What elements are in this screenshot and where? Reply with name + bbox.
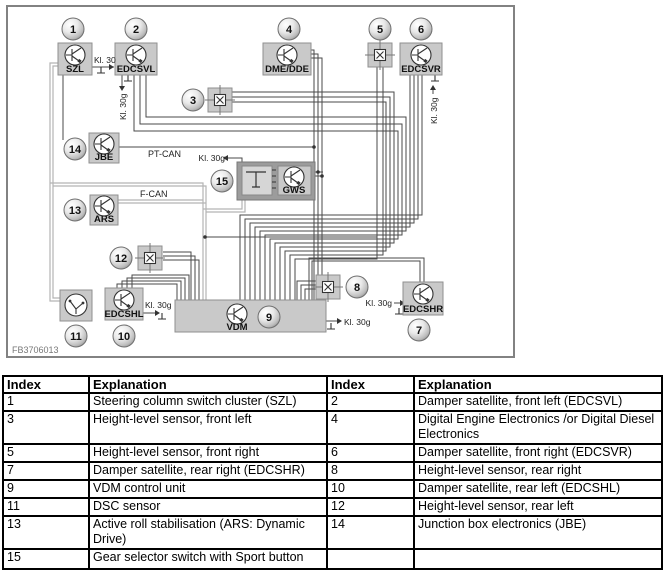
table-row <box>3 393 662 411</box>
component-gws <box>237 162 315 200</box>
header-explanation-right: Explanation <box>414 376 662 393</box>
index-cell: 13 <box>3 516 89 549</box>
edcsvl-label: EDCSVL <box>116 64 156 75</box>
svg-text:4: 4 <box>285 24 293 36</box>
svg-text:1: 1 <box>69 24 77 36</box>
svg-text:9: 9 <box>265 312 273 324</box>
explanation-cell: Damper satellite, front right (EDCSVR) <box>414 444 662 462</box>
index-cell: 15 <box>3 549 89 569</box>
index-marker-5 <box>369 18 391 40</box>
table-row <box>3 498 662 516</box>
index-marker-7 <box>408 319 430 341</box>
svg-text:10: 10 <box>117 331 131 343</box>
component-edcsvl <box>115 43 157 75</box>
kl30g-label-gws: Kl. 30g <box>198 153 225 163</box>
index-cell: 7 <box>3 462 89 480</box>
explanation-cell: Steering column switch cluster (SZL) <box>89 393 327 411</box>
table-row <box>3 549 662 569</box>
index-cell: 5 <box>3 444 89 462</box>
kl30g-label-vdm: Kl. 30g <box>344 317 371 327</box>
svg-text:3: 3 <box>189 95 197 107</box>
index-cell: 11 <box>3 498 89 516</box>
kl30g-label-edcshl: Kl. 30g <box>145 300 172 310</box>
f-can-label: F-CAN <box>140 189 168 199</box>
index-marker-13 <box>64 199 86 221</box>
component-dsc-sensor <box>60 290 92 321</box>
svg-text:8: 8 <box>353 282 361 294</box>
component-jbe <box>89 133 119 163</box>
kl30-label-szl: Kl. 30 <box>94 55 116 65</box>
component-vdm <box>175 300 326 333</box>
svg-text:13: 13 <box>68 205 82 217</box>
figure-code: FB3706013 <box>12 345 59 355</box>
jbe-label: JBE <box>94 152 114 163</box>
explanation-cell: Height-level sensor, front left <box>89 411 327 444</box>
index-marker-1 <box>62 18 84 40</box>
index-cell: 2 <box>327 393 414 411</box>
table-row <box>3 480 662 498</box>
index-marker-15 <box>211 170 233 192</box>
index-marker-10 <box>113 325 135 347</box>
index-marker-6 <box>410 18 432 40</box>
explanation-cell: Height-level sensor, rear right <box>414 462 662 480</box>
component-edcshr <box>403 282 443 315</box>
header-index-left: Index <box>3 376 89 393</box>
component-szl <box>58 43 92 75</box>
index-cell: 3 <box>3 411 89 444</box>
pt-can-label: PT-CAN <box>148 149 182 159</box>
kl30g-label-edcshr: Kl. 30g <box>365 298 392 308</box>
vdm-label: VDM <box>226 322 248 333</box>
index-marker-4 <box>278 18 300 40</box>
table-row <box>3 516 662 549</box>
explanation-cell: VDM control unit <box>89 480 327 498</box>
index-cell: 10 <box>327 480 414 498</box>
index-cell <box>327 549 414 569</box>
header-index-right: Index <box>327 376 414 393</box>
explanation-cell: Height-level sensor, rear left <box>414 498 662 516</box>
index-cell: 4 <box>327 411 414 444</box>
szl-label: SZL <box>66 64 84 75</box>
header-explanation-left: Explanation <box>89 376 327 393</box>
explanation-cell: Gear selector switch with Sport button <box>89 549 327 569</box>
index-cell: 8 <box>327 462 414 480</box>
index-cell: 14 <box>327 516 414 549</box>
explanation-cell: Digital Engine Electronics /or Digital Diesel Electronics <box>414 411 662 444</box>
svg-text:6: 6 <box>417 24 425 36</box>
table-row <box>3 411 662 444</box>
svg-text:14: 14 <box>68 144 82 156</box>
index-cell: 6 <box>327 444 414 462</box>
component-height-sensor-rear-right <box>313 272 343 302</box>
edcsvr-label: EDCSVR <box>401 64 441 75</box>
explanation-cell: Height-level sensor, front right <box>89 444 327 462</box>
component-height-sensor-front-right <box>365 40 395 70</box>
svg-text:15: 15 <box>215 176 229 188</box>
index-cell: 12 <box>327 498 414 516</box>
kl30g-label-edcsvr: Kl. 30g <box>429 97 439 124</box>
index-cell: 9 <box>3 480 89 498</box>
explanation-cell: Junction box electronics (JBE) <box>414 516 662 549</box>
explanation-cell: Damper satellite, rear right (EDCSHR) <box>89 462 327 480</box>
svg-text:7: 7 <box>415 325 423 337</box>
edcshl-label: EDCSHL <box>104 309 144 320</box>
index-cell: 1 <box>3 393 89 411</box>
svg-text:5: 5 <box>376 24 384 36</box>
edcshr-label: EDCSHR <box>402 304 444 315</box>
explanation-cell: Damper satellite, front left (EDCSVL) <box>414 393 662 411</box>
component-height-sensor-rear-left <box>135 243 165 273</box>
table-row <box>3 444 662 462</box>
gws-label: GWS <box>282 185 306 196</box>
table-row <box>3 462 662 480</box>
svg-text:11: 11 <box>70 331 82 343</box>
index-marker-8 <box>346 276 368 298</box>
dme-label: DME/DDE <box>265 64 309 75</box>
index-marker-9 <box>258 306 280 328</box>
svg-text:12: 12 <box>114 253 128 265</box>
legend-header-row <box>3 376 662 393</box>
index-marker-2 <box>125 18 147 40</box>
component-ars <box>90 195 118 225</box>
explanation-cell: Damper satellite, rear left (EDCSHL) <box>414 480 662 498</box>
index-marker-3 <box>182 89 204 111</box>
svg-text:2: 2 <box>132 24 140 36</box>
component-dme-dde <box>263 43 311 75</box>
kl30g-label-edcsvl: Kl. 30g <box>118 93 128 120</box>
legend-table <box>2 375 663 570</box>
explanation-cell: DSC sensor <box>89 498 327 516</box>
component-edcsvr <box>400 43 442 75</box>
index-marker-11 <box>65 325 87 347</box>
ars-label: ARS <box>93 214 115 225</box>
component-edcshl <box>104 288 143 320</box>
explanation-cell <box>414 549 662 569</box>
component-height-sensor-front-left <box>205 85 235 115</box>
explanation-cell: Active roll stabilisation (ARS: Dynamic Drive) <box>89 516 327 549</box>
index-marker-14 <box>64 138 86 160</box>
index-marker-12 <box>110 247 132 269</box>
